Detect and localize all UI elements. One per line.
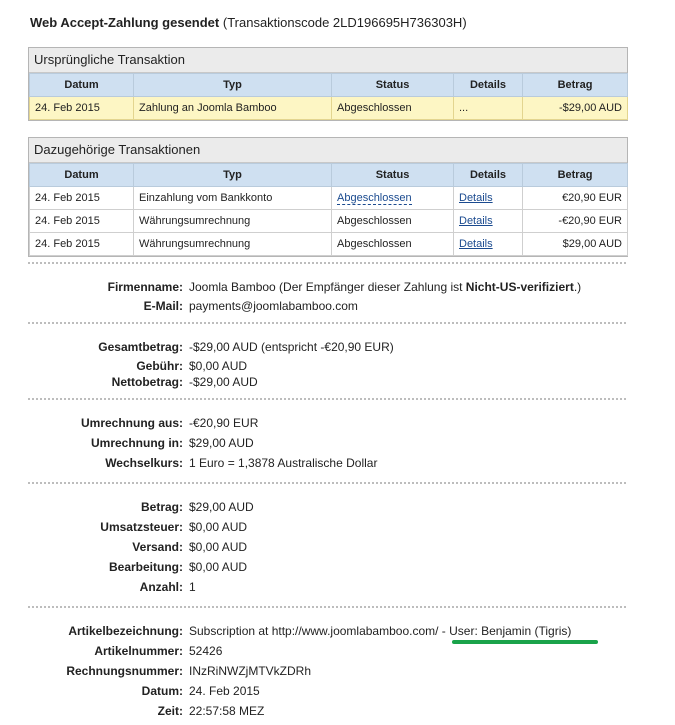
exchange-rate-row [0,454,675,472]
cell-status: Abgeschlossen [332,233,454,256]
cell-details: ... [454,97,523,120]
cell-status [332,187,454,210]
quantity-row [0,578,675,596]
tax-value: $0,00 AUD [189,520,248,534]
cell-amount: -€20,90 EUR [523,210,628,233]
handling-label: Bearbeitung: [108,560,183,574]
conversion-from-value: -€20,90 EUR [189,416,259,430]
merchant-name-label: Firmenname: [107,280,183,294]
cell-type: Zahlung an Joomla Bamboo [134,97,332,120]
table-row [30,97,628,120]
tax-row [0,518,675,536]
original-transaction-heading: Ursprüngliche Transaktion [29,48,627,73]
shipping-value: $0,00 AUD [189,540,248,554]
quantity-value: 1 [189,580,196,594]
col-header-type: Typ [134,164,332,187]
page-title-main: Web Accept-Zahlung gesendet [30,15,220,30]
table-row [30,233,628,256]
section-divider [28,482,626,484]
quantity-label: Anzahl: [139,580,183,594]
conversion-to-label: Umrechnung in: [91,436,183,450]
amount-label: Betrag: [140,500,183,514]
shipping-row [0,538,675,556]
details-link[interactable]: Details [459,215,493,227]
invoice-number-row [0,662,675,680]
gross-label: Gesamtbetrag: [98,340,183,354]
gross-row [0,338,675,356]
item-description-label: Artikelbezeichnung: [68,624,183,638]
handling-row [0,558,675,576]
cell-date: 24. Feb 2015 [30,233,134,256]
col-header-type: Typ [134,74,332,97]
item-number-label: Artikelnummer: [94,644,183,658]
related-transactions-panel [28,137,628,257]
time-row [0,702,675,720]
conversion-to-row [0,434,675,452]
merchant-email-row [0,297,675,315]
cell-amount: -$29,00 AUD [523,97,628,120]
invoice-number-label: Rechnungsnummer: [66,664,183,678]
net-row [0,373,675,391]
original-transaction-table [29,73,628,120]
status-tooltip-link[interactable]: Abgeschlossen [337,192,412,204]
section-divider [28,322,626,324]
net-label: Nettobetrag: [111,375,183,389]
table-header-row [30,164,628,187]
exchange-rate-value: 1 Euro = 1,3878 Australische Dollar [189,456,378,470]
section-divider [28,398,626,400]
col-header-status: Status [332,74,454,97]
date-label: Datum: [141,684,183,698]
verification-status: Nicht-US-verifiziert [465,280,574,294]
related-transactions-heading: Dazugehörige Transaktionen [29,138,627,163]
amount-value: $29,00 AUD [189,500,254,514]
item-number-row [0,642,675,660]
cell-status: Abgeschlossen [332,97,454,120]
exchange-rate-label: Wechselkurs: [105,456,183,470]
gross-value: -$29,00 AUD (entspricht -€20,90 EUR) [189,340,394,354]
related-transactions-table [29,163,628,256]
cell-type: Währungsumrechnung [134,233,332,256]
cell-details [454,187,523,210]
cell-date: 24. Feb 2015 [30,187,134,210]
date-value: 24. Feb 2015 [189,684,260,698]
net-value: -$29,00 AUD [189,375,258,389]
merchant-email-value: payments@joomlabamboo.com [189,299,358,313]
col-header-amount: Betrag [523,164,628,187]
col-header-date: Datum [30,74,134,97]
details-link[interactable]: Details [459,192,493,204]
conversion-from-row [0,414,675,432]
col-header-details: Details [454,164,523,187]
cell-date: 24. Feb 2015 [30,97,134,120]
cell-details [454,210,523,233]
handling-value: $0,00 AUD [189,560,248,574]
col-header-date: Datum [30,164,134,187]
item-description-row [0,622,675,640]
cell-details [454,233,523,256]
merchant-name-suffix: .) [573,280,582,294]
fee-value: $0,00 AUD [189,359,248,373]
section-divider [28,262,626,264]
item-description-value: Subscription at http://www.joomlabamboo.com/ - User: Benjamin (Tigris) [189,624,572,638]
cell-date: 24. Feb 2015 [30,210,134,233]
fee-label: Gebühr: [136,359,183,373]
page-title-code: (Transaktionscode 2LD196695H736303H) [219,15,467,30]
table-header-row [30,74,628,97]
original-transaction-panel [28,47,628,121]
conversion-from-label: Umrechnung aus: [80,416,183,430]
cell-amount: $29,00 AUD [523,233,628,256]
conversion-to-value: $29,00 AUD [189,436,254,450]
col-header-amount: Betrag [523,74,628,97]
merchant-name-text: Joomla Bamboo (Der Empfänger dieser Zahlung ist [189,280,466,294]
cell-type: Währungsumrechnung [134,210,332,233]
section-divider [28,606,626,608]
merchant-email-label: E-Mail: [143,299,183,313]
merchant-name-row [0,278,675,296]
col-header-status: Status [332,164,454,187]
time-label: Zeit: [157,704,183,718]
details-link[interactable]: Details [459,238,493,250]
merchant-name-value [189,278,581,296]
date-row [0,682,675,700]
page-title [30,15,467,30]
table-row [30,187,628,210]
time-value: 22:57:58 MEZ [189,704,265,718]
invoice-number-value: INzRiNWZjMTVkZDRh [189,664,311,678]
item-number-value: 52426 [189,644,223,658]
tax-label: Umsatzsteuer: [100,520,183,534]
cell-type: Einzahlung vom Bankkonto [134,187,332,210]
shipping-label: Versand: [132,540,183,554]
cell-amount: €20,90 EUR [523,187,628,210]
cell-status: Abgeschlossen [332,210,454,233]
table-row [30,210,628,233]
col-header-details: Details [454,74,523,97]
amount-row [0,498,675,516]
